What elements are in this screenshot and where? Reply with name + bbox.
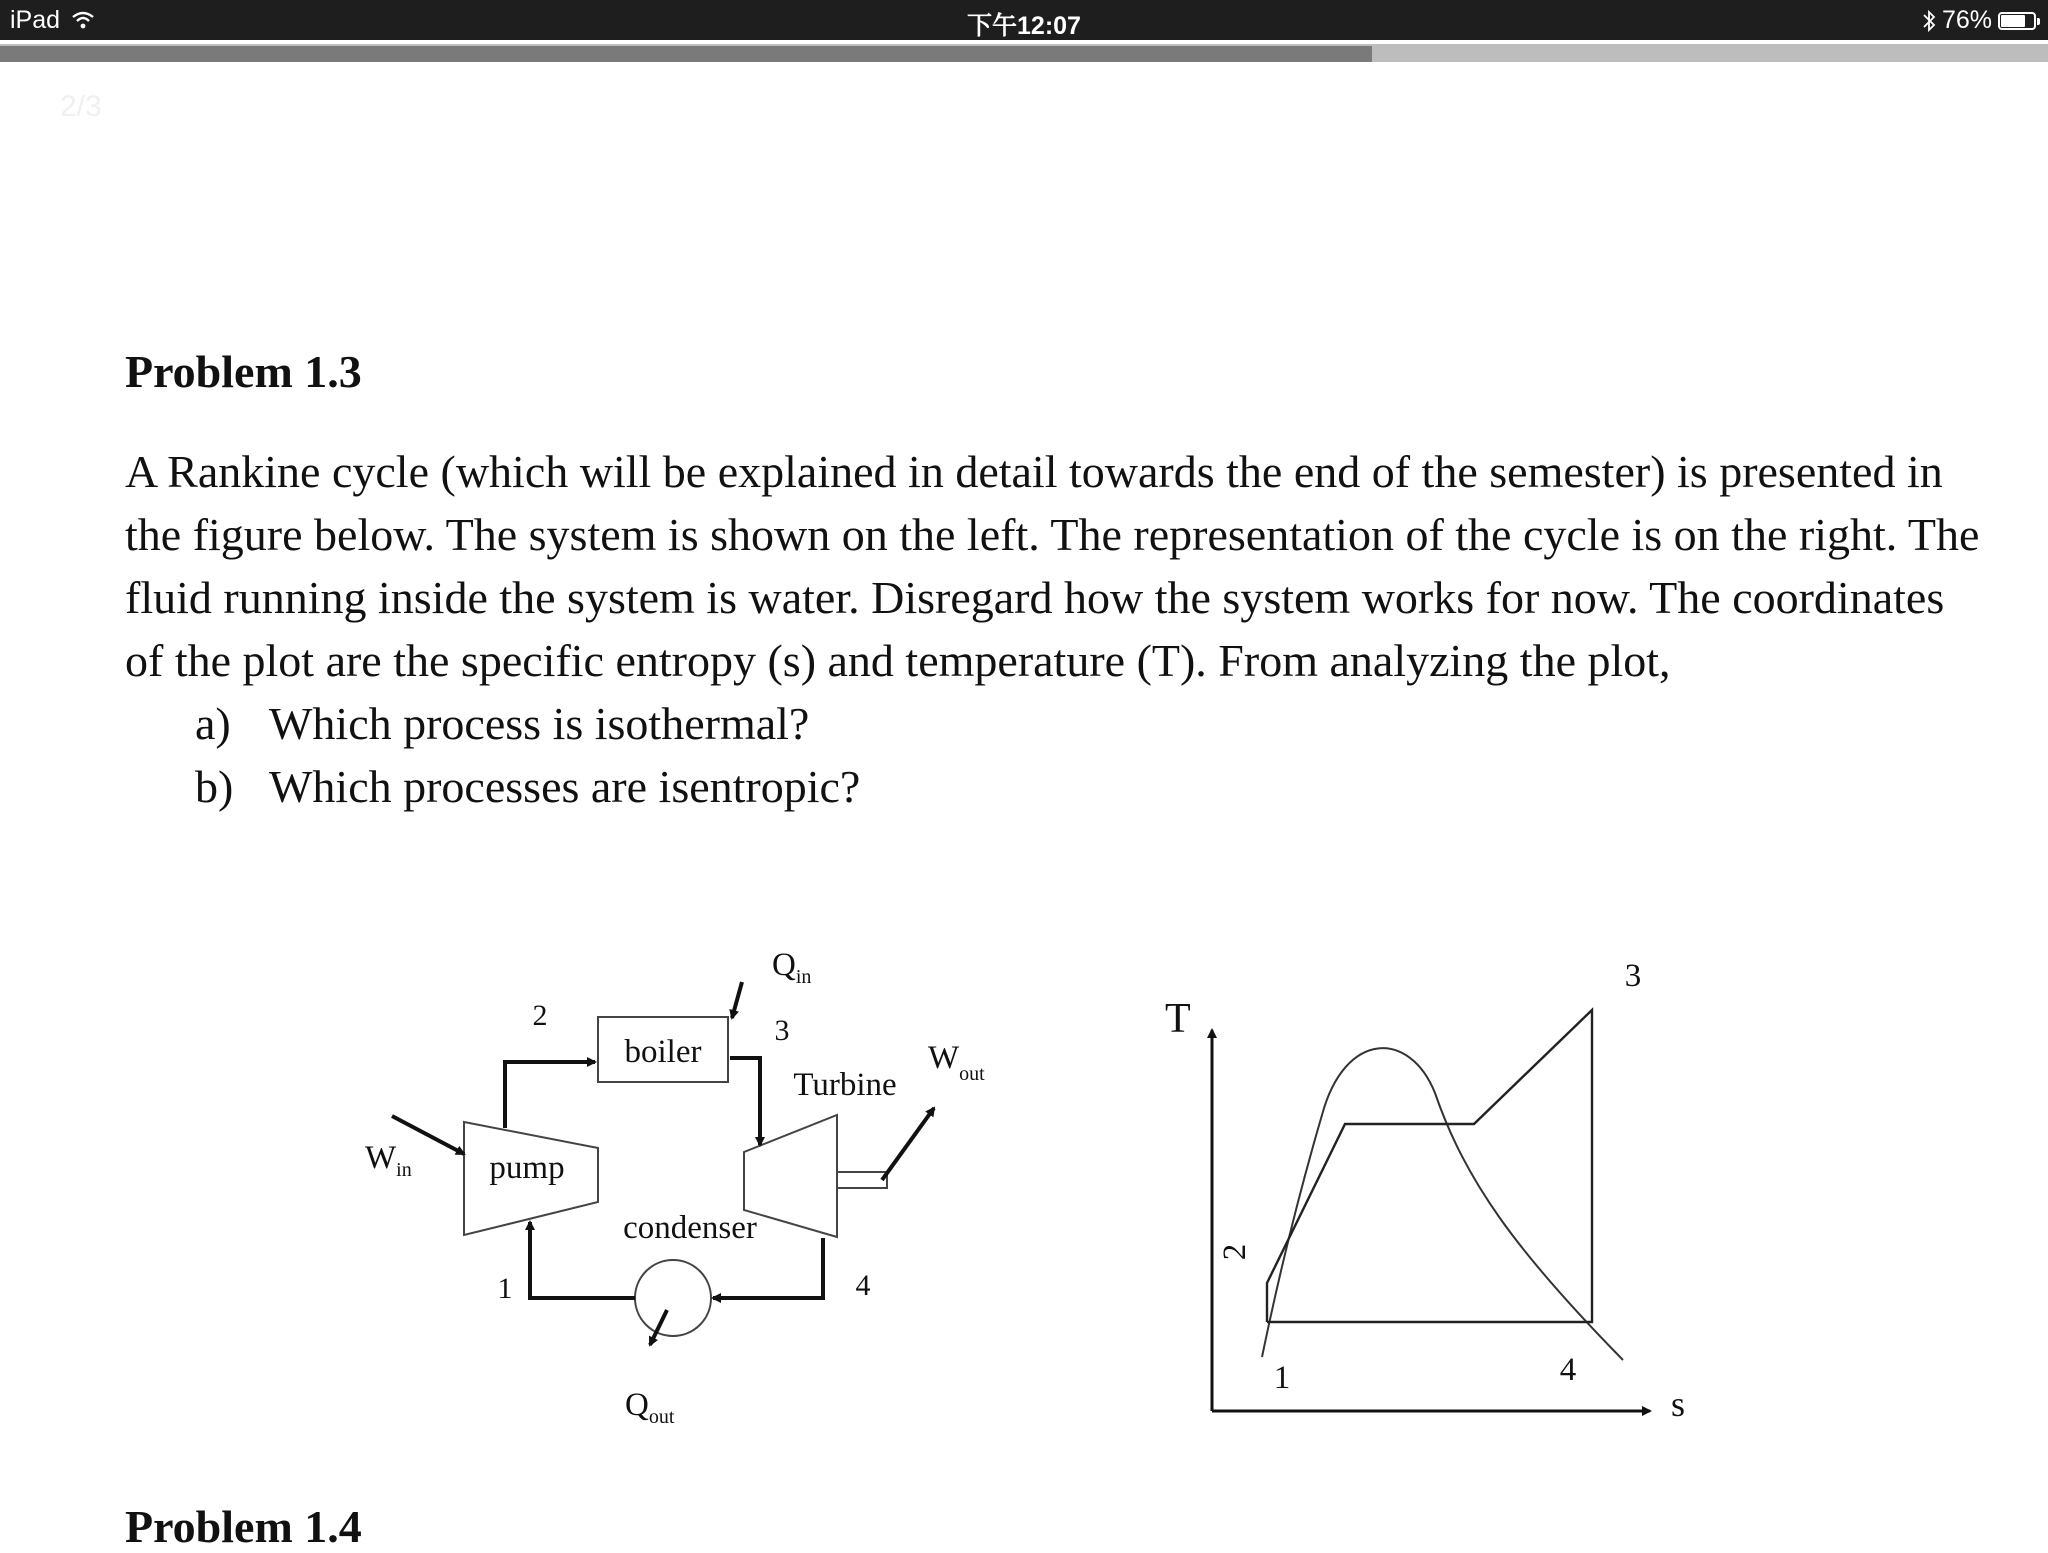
reading-progress-bar — [0, 40, 2048, 62]
problem-paragraph: A Rankine cycle (which will be explained in detail towards the end of the semester) is presented in the figure below. The system is shown on the left. The representation of the cycle is on the right. The fluid running inside the system is water. Disregard how the system works for now. The coordinates of the plot are the specific entropy (s) and temperature (T). From analyzing the plot, — [125, 446, 1980, 686]
w-out-label: $W_{out}$ — [928, 1040, 985, 1085]
q-out-arrow — [650, 1310, 667, 1345]
turbine-shape — [744, 1115, 837, 1237]
q-out-label: $Q_{out}$ — [625, 1387, 675, 1428]
battery-percent: 76% — [1941, 6, 1992, 34]
document-page — [125, 345, 1985, 818]
saturation-dome — [1262, 1048, 1623, 1360]
question-label: b) — [195, 761, 234, 812]
progress-divider — [0, 40, 2048, 44]
ts-diagram — [1130, 940, 1685, 1450]
rankine-system-diagram — [350, 940, 1050, 1440]
battery-level — [2001, 15, 2025, 27]
condenser-label: condenser — [623, 1210, 757, 1246]
flow-boiler-to-turbine — [730, 1058, 760, 1145]
boiler-label: boiler — [624, 1034, 702, 1070]
flow-turbine-to-condenser — [713, 1238, 823, 1298]
q-in-label: $Q_{in}$ — [772, 947, 812, 988]
progress-fill — [0, 46, 1372, 62]
ts-state-2-label: 2 — [1217, 1243, 1253, 1261]
battery-icon — [1998, 12, 2036, 30]
status-bar — [0, 0, 2048, 40]
status-time: 下午12:07 — [967, 12, 1081, 40]
state-2-label: 2 — [532, 999, 548, 1032]
bluetooth-icon — [1922, 9, 1936, 33]
flow-pump-to-boiler — [505, 1062, 595, 1128]
ts-state-3-label: 3 — [1624, 958, 1642, 994]
state-1-label: 1 — [497, 1272, 513, 1305]
y-axis-label: T — [1165, 996, 1191, 1042]
ts-state-4-label: 4 — [1559, 1352, 1577, 1388]
question-item — [125, 755, 1985, 818]
turbine-shaft — [837, 1172, 887, 1188]
w-in-label: $W_{in}$ — [365, 1140, 412, 1181]
x-axis-label: s — [1670, 1384, 1685, 1424]
status-right — [1922, 6, 2036, 35]
state-3-label: 3 — [774, 1014, 790, 1047]
state-4-label: 4 — [855, 1269, 871, 1302]
w-in-arrow — [392, 1116, 464, 1154]
question-list — [125, 692, 1985, 818]
question-text: Which process is isothermal? — [269, 698, 810, 749]
question-label: a) — [195, 698, 231, 749]
condenser-circle — [635, 1260, 711, 1336]
ts-state-1-label: 1 — [1273, 1360, 1291, 1396]
cycle-path — [1267, 1010, 1592, 1322]
question-text: Which processes are isentropic? — [269, 761, 861, 812]
question-item — [125, 692, 1985, 755]
q-in-arrow — [732, 982, 742, 1018]
flow-condenser-to-pump — [530, 1222, 635, 1298]
turbine-label: Turbine — [793, 1067, 897, 1103]
next-problem-title: Problem 1.4 — [125, 1501, 362, 1552]
w-out-arrow — [882, 1108, 934, 1180]
pump-label: pump — [489, 1150, 565, 1186]
page-indicator: 2/3 — [60, 90, 102, 123]
device-name: iPad — [10, 6, 61, 34]
problem-title: Problem 1.3 — [125, 346, 362, 397]
